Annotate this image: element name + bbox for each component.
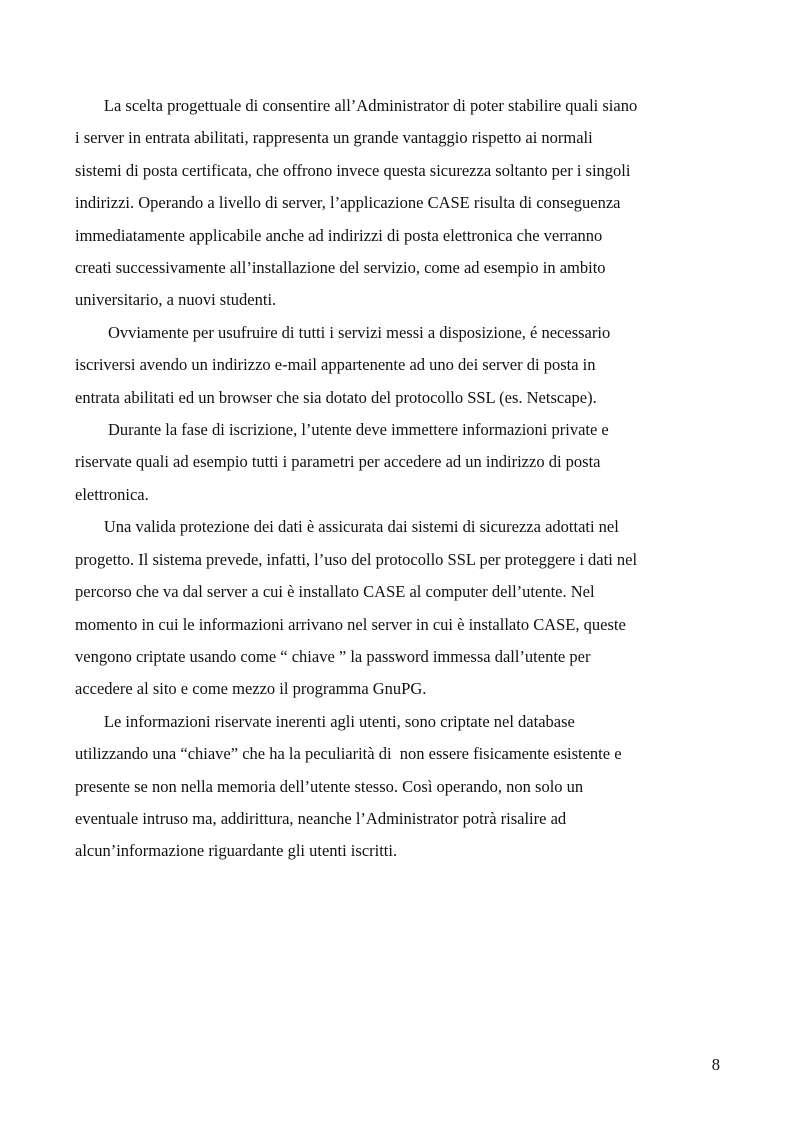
text-line: Le informazioni riservate inerenti agli utenti, sono criptate nel database: [75, 711, 575, 731]
text-line: presente se non nella memoria dell’utente stesso. Così operando, non solo un: [75, 776, 584, 796]
text-line: momento in cui le informazioni arrivano nel server in cui è installato CASE, queste: [75, 614, 626, 634]
paragraph-1: [75, 90, 720, 317]
paragraph-4: [75, 511, 720, 705]
text-line: utilizzando una “chiave” che ha la peculiarità di non essere fisicamente esistente e: [75, 744, 622, 764]
paragraph-2: [75, 317, 720, 414]
text-line: alcun’informazione riguardante gli utenti iscritti.: [75, 841, 398, 861]
text-line: creati successivamente all’installazione del servizio, come ad esempio in ambito: [75, 258, 606, 278]
paragraph-5: [75, 706, 720, 868]
text-line: Una valida protezione dei dati è assicurata dai sistemi di sicurezza adottati nel: [75, 517, 619, 537]
text-line: iscriversi avendo un indirizzo e-mail appartenente ad uno dei server di posta in: [75, 355, 596, 375]
page-number: 8: [711, 1055, 720, 1074]
text-line: La scelta progettuale di consentire all’Administrator di poter stabilire quali siano: [75, 96, 638, 115]
text-line: indirizzi. Operando a livello di server, l’applicazione CASE risulta di conseguenza: [75, 193, 621, 213]
text-line: vengono criptate usando come “ chiave ” la password immessa dall’utente per: [75, 646, 591, 666]
text-line: i server in entrata abilitati, rappresenta un grande vantaggio rispetto ai normali: [75, 128, 593, 148]
text-line: riservate quali ad esempio tutti i parametri per accedere ad un indirizzo di posta: [75, 452, 601, 472]
body-text: [75, 90, 720, 868]
text-line: progetto. Il sistema prevede, infatti, l’uso del protocollo SSL per proteggere i dati nel: [75, 549, 638, 569]
text-line: accedere al sito e come mezzo il programma GnuPG.: [75, 679, 427, 699]
text-line: universitario, a nuovi studenti.: [75, 290, 277, 310]
text-line: elettronica.: [75, 484, 149, 504]
text-line: Ovviamente per usufruire di tutti i servizi messi a disposizione, é necessario: [75, 322, 611, 342]
text-line: immediatamente applicabile anche ad indirizzi di posta elettronica che verranno: [75, 225, 603, 245]
text-line: entrata abilitati ed un browser che sia dotato del protocollo SSL (es. Netscape).: [75, 387, 597, 407]
text-line: eventuale intruso ma, addirittura, neanche l’Administrator potrà risalire ad: [75, 808, 567, 828]
text-line: sistemi di posta certificata, che offrono invece questa sicurezza soltanto per i singoli: [75, 160, 631, 180]
text-line: Durante la fase di iscrizione, l’utente deve immettere informazioni private e: [75, 420, 609, 440]
paragraph-3: [75, 414, 720, 511]
text-line: percorso che va dal server a cui è installato CASE al computer dell’utente. Nel: [75, 582, 595, 602]
